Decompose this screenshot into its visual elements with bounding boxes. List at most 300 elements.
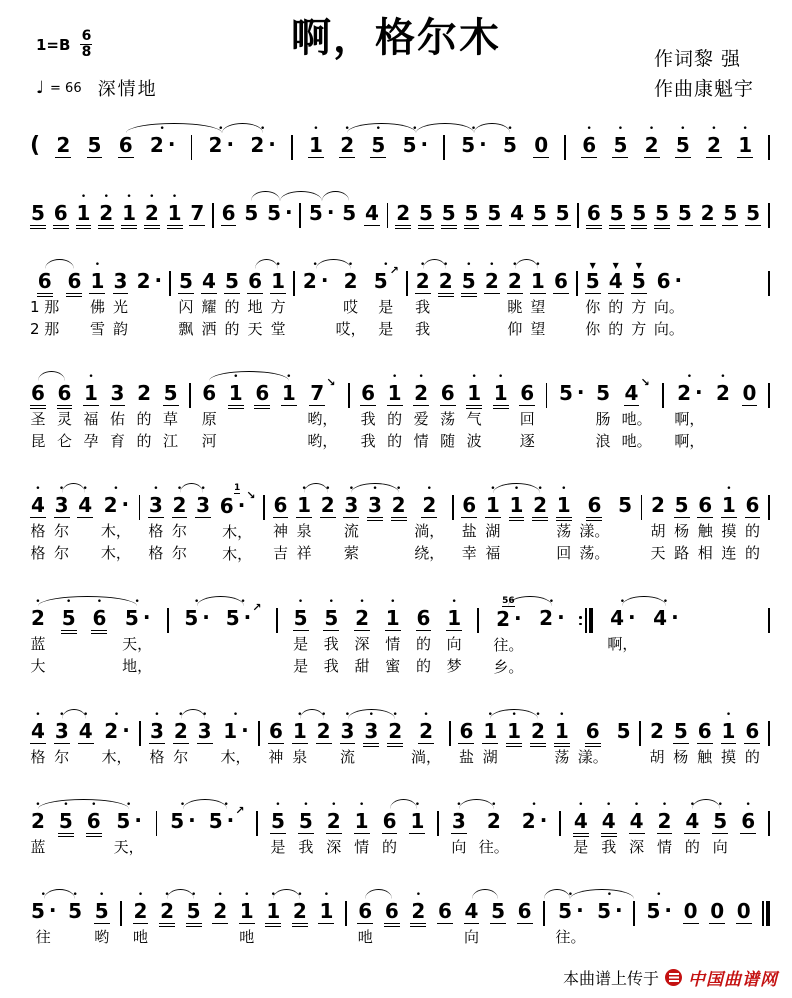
octave-dot: •	[149, 192, 155, 202]
notes-row	[30, 368, 770, 452]
note-digit: 2	[292, 899, 307, 923]
lyric-syllable: 的	[382, 838, 398, 856]
note	[30, 480, 46, 564]
note-digit: 6	[118, 133, 133, 157]
notation-line-3	[30, 256, 770, 340]
note-digit: 5	[31, 899, 45, 923]
barline	[577, 188, 579, 228]
octave-dot: •	[259, 124, 266, 134]
note-digit: 1	[410, 809, 425, 833]
lyric-syllable: 尔	[54, 544, 70, 562]
note-digit: 5	[673, 719, 688, 743]
lyric-syllable: 我	[298, 838, 314, 856]
note	[326, 796, 342, 858]
lyric-syllable: 天	[247, 320, 263, 338]
note	[360, 368, 376, 452]
barline	[768, 706, 770, 768]
note-digit: 1	[319, 899, 334, 923]
note-digit: 2	[422, 493, 437, 517]
note-digit: 2	[388, 719, 403, 743]
note	[418, 188, 434, 228]
lyric-syllable: 萦	[343, 544, 359, 562]
note-digit: 5	[558, 899, 573, 923]
note-digit: 6	[697, 719, 712, 743]
augmentation-dot: ·	[241, 718, 249, 742]
note	[486, 188, 502, 228]
note	[212, 886, 228, 948]
note	[722, 188, 738, 228]
note	[270, 796, 286, 858]
note-digit: 2	[133, 899, 148, 923]
note-digit: 5	[298, 809, 313, 833]
note	[89, 256, 105, 340]
slide-down-icon: ↘	[640, 376, 650, 389]
augmentation-dot: ·	[671, 605, 679, 629]
note	[612, 120, 628, 160]
lyric-syllable: 向。	[653, 298, 684, 316]
note	[721, 706, 737, 768]
octave-dot: •	[275, 800, 281, 810]
note-digit: 4	[653, 606, 668, 630]
note-digit: 0	[683, 899, 698, 923]
note-digit: 5	[555, 201, 570, 225]
note	[697, 706, 713, 768]
lyric-syllable: 眺	[507, 298, 523, 316]
barline	[559, 796, 561, 858]
notes-row	[30, 188, 770, 228]
note	[387, 368, 403, 452]
octave-dot: •	[725, 710, 732, 720]
note-digit: 6	[273, 493, 288, 517]
octave-dot: •	[347, 260, 354, 270]
octave-dot: •	[426, 484, 432, 494]
note-digit: 2	[302, 269, 317, 293]
note-digit: 5	[464, 201, 479, 225]
lyric-syllable: 是	[378, 298, 394, 316]
lyric-syllable: 淌，	[414, 522, 445, 540]
lyric-syllable: 望	[530, 320, 546, 338]
augmentation-dot: ·	[320, 268, 329, 292]
lyric-syllable: 木，	[101, 748, 132, 766]
barline	[564, 120, 566, 160]
note-digit: 5	[94, 899, 109, 923]
augmentation-dot: ·	[615, 898, 623, 922]
note-digit: 2	[326, 809, 341, 833]
note-digit: 5	[674, 493, 689, 517]
note-digit: 6	[553, 269, 568, 293]
lyric-syllable: 啊，	[607, 635, 638, 653]
lyric-syllable: 吔。	[621, 410, 652, 428]
note-digit: 2	[644, 133, 659, 157]
note	[113, 256, 129, 340]
notes-row	[30, 706, 770, 768]
note-digit: 2	[484, 269, 499, 293]
lyric-syllable: 情	[354, 838, 370, 856]
octave-dot: •	[193, 597, 200, 607]
note-digit: 6	[586, 201, 601, 225]
lyric-syllable: 的	[608, 298, 624, 316]
octave-dot: •	[171, 192, 178, 202]
lyric-syllable: 泉	[296, 522, 312, 540]
note	[558, 368, 585, 452]
octave-dot: •	[232, 710, 239, 720]
note-digit: 1	[354, 809, 369, 833]
lyric-syllable: 的	[744, 748, 760, 766]
note	[674, 480, 690, 564]
lyric-syllable: 大	[30, 657, 46, 675]
note-digit: 6	[741, 809, 756, 833]
note-digit: 1	[228, 381, 243, 405]
barline	[768, 480, 770, 564]
note-digit: 5	[61, 606, 76, 630]
note-digit: 5	[87, 133, 102, 157]
octave-dot: •	[548, 597, 555, 607]
note-digit: 2	[415, 269, 430, 293]
site-name: 中国曲谱网	[688, 970, 778, 990]
octave-dot: •	[164, 890, 170, 900]
note	[416, 593, 432, 677]
octave-dot: •	[606, 800, 612, 810]
note-digit: 6	[57, 381, 72, 405]
note	[737, 120, 753, 160]
lyric-syllable: 蜜	[385, 657, 401, 675]
note-digit: 6	[248, 269, 263, 293]
barline	[263, 480, 265, 564]
octave-dot: •	[58, 484, 65, 494]
lyric-syllable: 向	[446, 635, 462, 653]
octave-dot: •	[190, 890, 197, 900]
lyric-syllable: 深	[354, 635, 370, 653]
octave-dot: •	[344, 124, 350, 134]
accent-icon: ▼	[635, 261, 642, 270]
lyric-syllable: 圣	[30, 410, 46, 428]
octave-dot: •	[617, 124, 624, 134]
note-digit: 5	[419, 201, 433, 225]
note-digit: 5	[597, 899, 612, 923]
augmentation-dot: ·	[420, 132, 429, 156]
octave-dot: •	[711, 124, 717, 134]
octave-dot: •	[176, 484, 183, 494]
octave-dot: •	[40, 890, 46, 900]
note-digit: 1	[387, 381, 402, 405]
note	[579, 480, 609, 564]
note	[133, 886, 149, 948]
note-digit: 1	[76, 201, 91, 225]
note-digit: 5	[632, 201, 647, 225]
lyric-syllable: 2 那	[30, 320, 60, 338]
note-digit: 3	[110, 381, 125, 405]
note	[53, 188, 69, 228]
octave-dot: •	[137, 890, 144, 900]
barline	[189, 368, 191, 452]
note	[201, 256, 217, 340]
note-digit: 3	[196, 493, 211, 517]
note-digit: 3	[368, 493, 382, 517]
barline	[293, 256, 295, 340]
octave-dot: •	[648, 124, 655, 134]
note	[101, 480, 131, 564]
note	[631, 256, 647, 340]
lyric-syllable: 佑	[110, 410, 126, 428]
note	[706, 120, 722, 160]
note-digit: 2	[531, 719, 545, 743]
lyric-syllable: 灵	[56, 410, 72, 428]
note	[464, 188, 480, 228]
note-digit: 6	[53, 201, 68, 225]
augmentation-dot: ·	[202, 605, 210, 629]
octave-dot: •	[443, 260, 449, 270]
note-digit: 5	[371, 133, 386, 157]
octave-dot: •	[606, 890, 613, 900]
note-digit: 5	[58, 809, 73, 833]
lyric-syllable: 深	[326, 838, 342, 856]
lyric-syllable: 触	[697, 748, 713, 766]
note	[55, 120, 71, 160]
lyric-syllable: 往。	[555, 928, 586, 946]
note	[149, 706, 165, 768]
octave-dot: •	[661, 800, 668, 810]
note-digit: 2	[700, 201, 715, 225]
note	[308, 120, 324, 160]
notation-line-1	[30, 120, 770, 160]
lyric-syllable: 是	[378, 320, 394, 338]
octave-dot: •	[270, 890, 276, 900]
note-digit: 5	[609, 201, 624, 225]
note-digit: 1	[485, 493, 500, 517]
lyric-syllable: 是	[293, 657, 309, 675]
barline	[641, 480, 643, 564]
expression-marking: 深情地	[97, 79, 158, 100]
lyric-syllable: 的	[387, 410, 403, 428]
note	[654, 188, 670, 228]
lyric-syllable: 情	[413, 432, 429, 450]
lyric-syllable: 堂	[270, 320, 286, 338]
octave-dot: •	[233, 372, 239, 382]
note-digit: 5	[271, 809, 285, 833]
augmentation-dot: ·	[479, 132, 487, 156]
octave-dot: •	[99, 890, 105, 900]
note-digit: 4	[365, 201, 379, 225]
lyric-syllable: 盐	[458, 748, 474, 766]
note-digit: 2	[715, 381, 730, 405]
lyric-syllable: 吔	[132, 928, 148, 946]
note	[673, 706, 689, 768]
note-digit: 6	[221, 201, 236, 225]
note-digit: 5	[503, 133, 517, 157]
note-digit: 4	[629, 809, 644, 833]
note-digit: 6	[517, 899, 532, 923]
note-digit: 6	[459, 719, 474, 743]
octave-dot: •	[240, 597, 246, 607]
octave-dot: •	[35, 484, 41, 494]
octave-dot: •	[487, 710, 493, 720]
augmentation-dot: ·	[628, 605, 636, 629]
augmentation-dot: ·	[664, 898, 673, 922]
lyric-syllable: 路	[674, 544, 690, 562]
note	[298, 796, 314, 858]
octave-dot: •	[200, 484, 206, 494]
lyric-syllable: 湖	[482, 748, 498, 766]
note-digit: 4	[510, 201, 524, 225]
note	[581, 120, 597, 160]
note	[395, 188, 411, 228]
note	[675, 120, 691, 160]
lyric-syllable: 祥	[296, 544, 312, 562]
augmentation-dot: ·	[154, 268, 163, 292]
lyric-syllable: 触	[697, 522, 713, 540]
octave-dot: •	[88, 372, 94, 382]
lyric-syllable: 的	[608, 320, 624, 338]
note	[437, 886, 453, 948]
note-digit: 4	[78, 493, 93, 517]
barline	[768, 188, 770, 228]
lyric-syllable: 耀	[201, 298, 217, 316]
barline	[291, 120, 293, 160]
note-digit: 2	[172, 493, 187, 517]
note-digit: 6	[268, 719, 283, 743]
note	[354, 796, 370, 858]
lyric-syllable: 梦	[446, 657, 462, 675]
lyric-syllable: 往。	[493, 636, 524, 654]
note-digit: 4	[31, 719, 45, 743]
note-digit: 6	[31, 381, 45, 405]
augmentation-dot: ·	[557, 605, 565, 629]
note	[239, 886, 255, 948]
lyric-syllable: 尔	[171, 522, 187, 540]
lyric-syllable: 方	[631, 298, 647, 316]
notation-line-6	[30, 593, 770, 678]
note-digit: 3	[340, 719, 355, 743]
barline	[768, 368, 770, 452]
lyric-syllable: 木，	[100, 544, 131, 562]
note	[410, 886, 426, 948]
lyric-syllable: 气	[466, 410, 482, 428]
octave-dot: •	[35, 710, 41, 720]
note-digit: 5	[655, 201, 670, 225]
note-digit: 1	[483, 719, 498, 743]
octave-dot: •	[358, 800, 365, 810]
barline	[167, 593, 169, 677]
spacer	[691, 256, 761, 300]
note	[629, 796, 645, 858]
note	[414, 480, 444, 564]
lyric-syllable: 格	[148, 544, 164, 562]
note	[102, 706, 132, 768]
composer-credit: 作曲康魁宇	[653, 78, 754, 100]
octave-dot: •	[35, 597, 41, 607]
note-digit: 5	[646, 899, 661, 923]
octave-dot: •	[103, 192, 109, 202]
note	[87, 120, 103, 160]
note	[94, 886, 110, 948]
note	[110, 368, 126, 452]
barline	[169, 256, 171, 340]
lyric-syllable: 我	[360, 410, 376, 428]
note-digit: 5	[631, 269, 646, 293]
lyric-syllable: 我	[415, 298, 431, 316]
note-digit: 5	[616, 719, 631, 743]
lyric-syllable: 尔	[173, 748, 189, 766]
barline	[452, 480, 454, 564]
barline	[348, 368, 350, 452]
lyric-syllable: 荡	[556, 522, 572, 540]
octave-dot: •	[297, 890, 303, 900]
lyric-syllable: 向	[712, 838, 728, 856]
lyric-syllable: 吉	[272, 544, 288, 562]
note	[650, 480, 666, 564]
lyric-syllable: 往	[35, 928, 51, 946]
lyric-syllable: 神	[272, 522, 288, 540]
note-digit: 2	[103, 493, 118, 517]
octave-dot: •	[244, 890, 250, 900]
octave-dot: •	[312, 260, 318, 270]
augmentation-dot: ·	[268, 132, 276, 156]
augmentation-dot: ·	[326, 200, 335, 224]
note-digit: 2	[208, 133, 223, 157]
note-digit: 2	[343, 269, 358, 293]
lyric-syllable: 吔	[239, 928, 255, 946]
note	[268, 706, 284, 768]
octave-dot: •	[513, 484, 520, 494]
lyric-syllable: 格	[149, 748, 165, 766]
slide-up-icon: ↗	[235, 804, 245, 817]
lyric-syllable: 洒	[201, 320, 217, 338]
lyric-syllable: 方	[631, 320, 647, 338]
notation-line-9	[30, 886, 770, 948]
note	[740, 796, 756, 858]
octave-dot: •	[720, 372, 726, 382]
lyric-syllable: 江	[163, 432, 179, 450]
note-digit: 6	[255, 381, 270, 405]
note-digit: 1	[239, 899, 254, 923]
lyric-syllable: 木，	[100, 522, 131, 540]
note-digit: 2	[31, 809, 45, 833]
tempo-value: = 66	[50, 80, 82, 96]
note-digit: 2	[340, 133, 355, 157]
barline	[387, 188, 389, 228]
notation-score	[0, 112, 792, 948]
note-digit: 2	[104, 719, 119, 743]
octave-dot: •	[63, 800, 69, 810]
note	[307, 368, 337, 452]
barline	[633, 886, 635, 948]
note-digit: 0	[710, 899, 725, 923]
lyric-syllable: 1 那	[30, 298, 60, 316]
note	[700, 188, 716, 228]
octave-dot: •	[567, 890, 574, 900]
lyric-syllable: 是	[573, 838, 589, 856]
lyric-syllable: 连	[721, 544, 737, 562]
key-signature: 1=B	[36, 35, 71, 54]
note	[601, 796, 617, 858]
note	[458, 706, 474, 768]
lyric-syllable: 浪	[595, 432, 611, 450]
rest-note	[736, 886, 752, 948]
octave-dot: •	[390, 597, 396, 607]
barline	[449, 706, 451, 768]
note-digit: 2	[173, 719, 188, 743]
note-digit: 6	[67, 269, 82, 293]
note	[517, 886, 533, 948]
octave-dot: •	[297, 710, 303, 720]
octave-dot: •	[359, 597, 365, 607]
note	[484, 256, 500, 340]
note-digit: 0	[736, 899, 751, 923]
augmentation-dot: ·	[167, 132, 176, 156]
note-digit: 6	[656, 269, 671, 293]
lyric-syllable: 光	[112, 298, 128, 316]
note-digit: 2	[355, 606, 369, 630]
